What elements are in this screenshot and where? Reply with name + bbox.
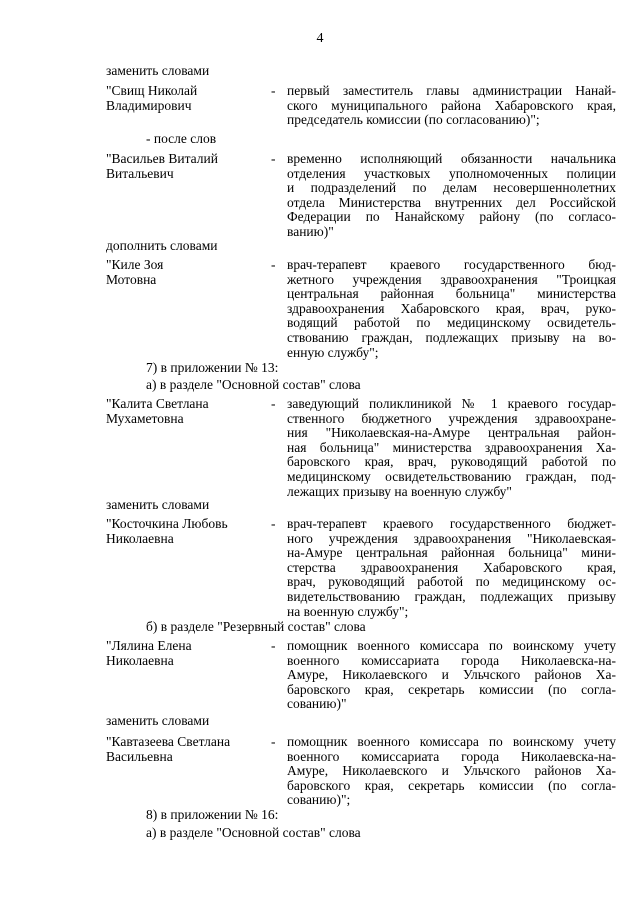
entry-name: "Лялина Елена Николаевна [106,638,192,668]
entry-dash: - [271,396,276,411]
heading-replace-2: заменить словами [106,497,210,512]
entry-description: врач-терапевт краевого государственного бюд- жетного учреждения здравоохранения "Троицкая центральная районная больница" министерства здравоохранения Хабаровского края, врач, руко- водящий работой по медицинскому освидетель- ствованию граждан, подлежащих призыву на во- енную службу"; [287,257,616,360]
heading-add-words: дополнить словами [106,238,218,253]
entry-name: "Свищ Николай Владимирович [106,83,198,113]
entry-name: "Калита Светлана Мухаметовна [106,396,209,426]
entry-description: врач-терапевт краевого государственного бюджет- ного учреждения здравоохранения "Николаевская- на-Амуре центральная районная больница" мини- стерства здравоохранения Хабаровского края, врач, руководящий работой по медицинскому ос- видетельствованию граждан, подлежащих призыву на военную службу"; [287,516,616,619]
page-number: 4 [316,31,324,46]
entry-description: первый заместитель главы администрации Нанай- ского муниципального района Хабаровского края, председатель комиссии (по согласованию)"; [287,83,616,128]
heading-after-words: - после слов [146,131,217,146]
entry-description: временно исполняющий обязанности начальника отделения участковых уполномоченных полиции и подразделений по делам несовершеннолетних отдела Министерства внутренних дел Российской Федерации по Нанайскому району (по согласо- ванию)" [287,151,616,239]
heading-item-8: 8) в приложении № 16: [146,807,279,822]
entry-description: заведующий поликлиникой № 1 краевого государ- ственного бюджетного учреждения здравоохране- ния "Николаевская-на-Амуре центральная район- ная больница" министерства здравоохранения Ха- баровского края, врач, руководящий работой по медицинскому освидетельствованию граждан, под- лежащих призыву на военную службу" [287,396,616,499]
entry-dash: - [271,734,276,749]
heading-replace-3: заменить словами [106,713,210,728]
heading-item-7a: а) в разделе "Основной состав" слова [146,377,361,392]
entry-name: "Косточкина Любовь Николаевна [106,516,228,546]
entry-dash: - [271,516,276,531]
entry-dash: - [271,257,276,272]
entry-name: "Васильев Виталий Витальевич [106,151,218,181]
entry-description: помощник военного комиссара по воинскому учету военного комиссариата города Николаевска-на- Амуре, Николаевского и Ульчского районов Ха- баровского края, секретарь комиссии (по согла- сованию)" [287,638,616,712]
entry-name: "Кавтазеева Светлана Васильевна [106,734,231,764]
entry-dash: - [271,151,276,166]
entry-dash: - [271,83,276,98]
heading-item-7: 7) в приложении № 13: [146,360,279,375]
heading-item-7b: б) в разделе "Резервный состав" слова [146,619,366,634]
entry-name: "Киле Зоя Мотовна [106,257,164,287]
heading-replace-1: заменить словами [106,63,210,78]
entry-dash: - [271,638,276,653]
entry-description: помощник военного комиссара по воинскому учету военного комиссариата города Николаевска-на- Амуре, Николаевского и Ульчского районов Ха- баровского края, секретарь комиссии (по согла- сованию)"; [287,734,616,808]
heading-item-8a: а) в разделе "Основной состав" слова [146,825,361,840]
